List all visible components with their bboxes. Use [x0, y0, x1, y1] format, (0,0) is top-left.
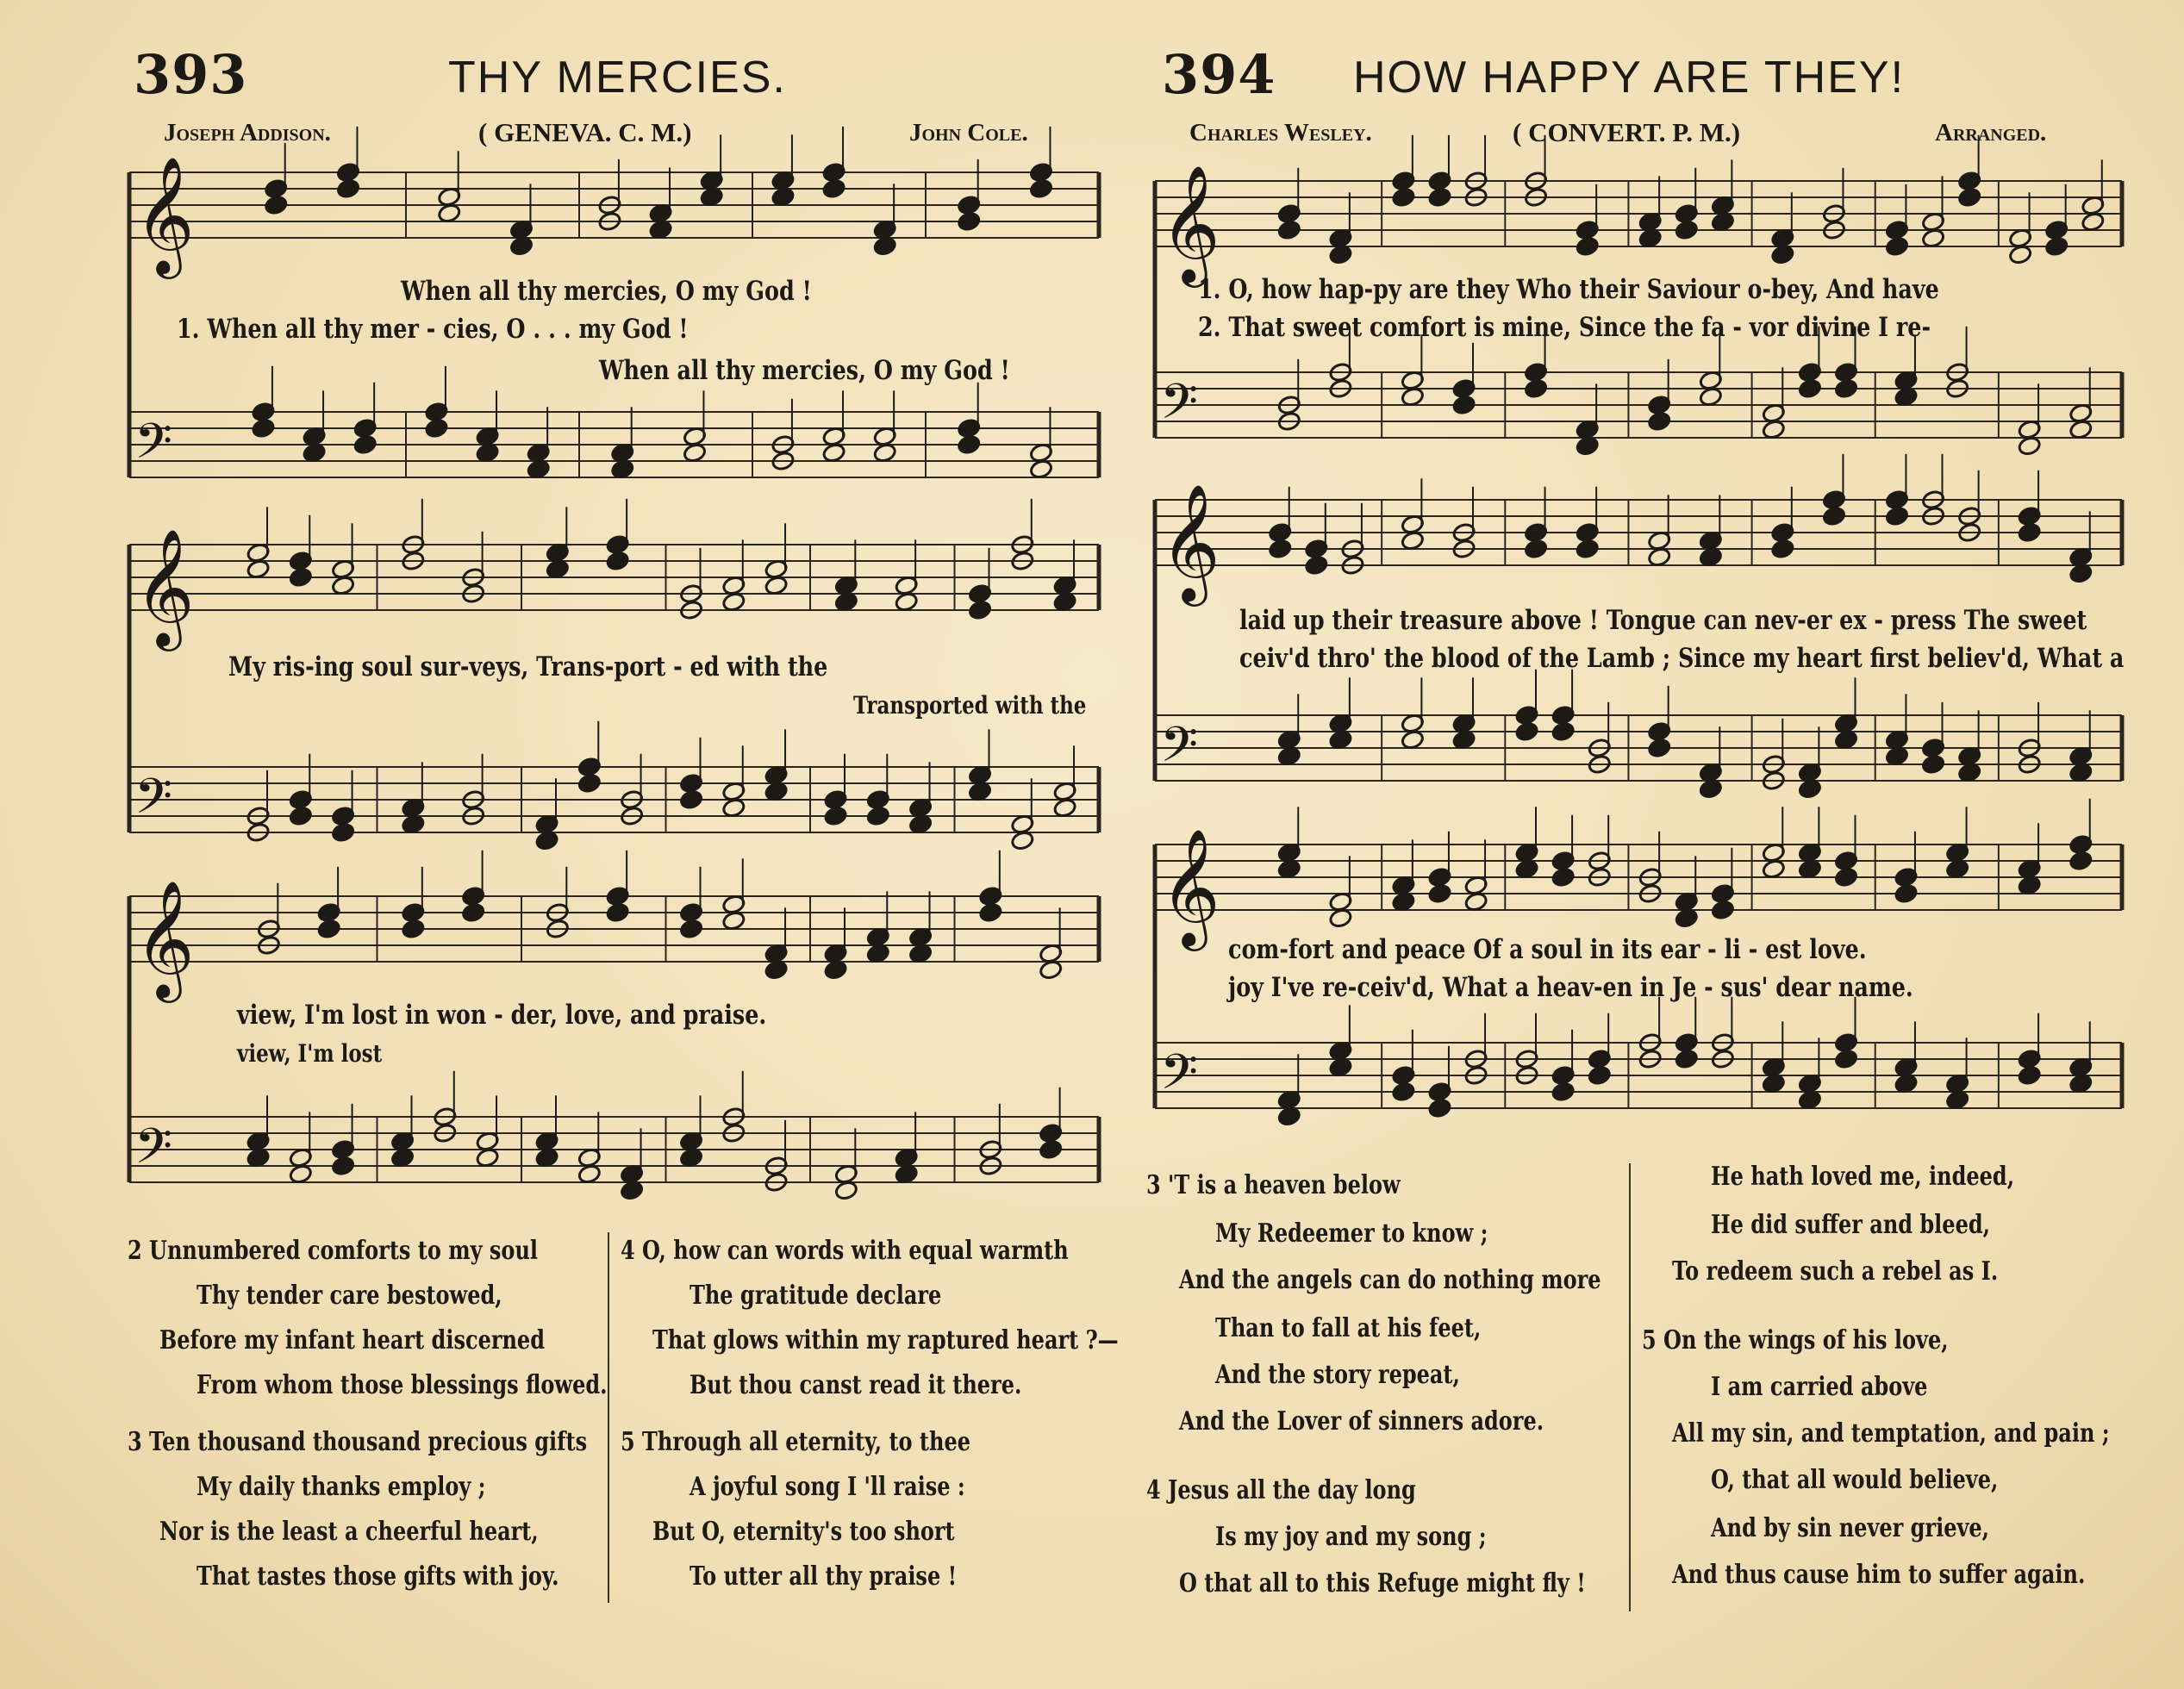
note-head [1638, 227, 1663, 248]
lyric-393-s2-lower: Transported with the [853, 691, 1087, 720]
verse-line: To utter all thy praise ! [690, 1561, 958, 1592]
verse-line: O, that all would believe, [1711, 1465, 1999, 1495]
note-head [1328, 244, 1352, 265]
lyric-394-s1-v1: 1. O, how hap-py are they Who their Saviour o-bey, And have [1198, 274, 1939, 305]
note-head [1304, 555, 1328, 576]
note-head [1675, 907, 1699, 928]
note-head [1894, 386, 1919, 407]
composer-394: Arranged. [1935, 119, 2047, 146]
author-394: Charles Wesley. [1189, 119, 1372, 146]
verse-line: But O, eternity's too short [652, 1517, 955, 1547]
lyric-394-s1-v2: 2. That sweet comfort is mine, Since the fa - vor divine I re- [1198, 312, 1931, 343]
note-head [1515, 721, 1539, 742]
note-head [1647, 738, 1671, 758]
verse-line: Than to fall at his feet, [1215, 1313, 1482, 1343]
verse-line: Before my infant heart discerned [159, 1325, 545, 1356]
note-head [2018, 875, 2042, 895]
note-head [2081, 211, 2105, 232]
note-head [1699, 778, 1723, 799]
lyric-393-s3-lower: view, I'm lost [237, 1039, 383, 1068]
note-head [1401, 729, 1425, 750]
lyric-393-s2-main: My ris-ing soul sur-veys, Trans-port - ed with the [228, 651, 828, 682]
verse-line: Nor is the least a cheerful heart, [159, 1517, 539, 1547]
note-head [1647, 411, 1671, 432]
note-head [1328, 729, 1352, 750]
verse-line: The gratitude declare [690, 1281, 942, 1311]
note-head [1524, 378, 1548, 399]
note-head [1894, 883, 1919, 904]
note-head [2069, 762, 2093, 782]
note-head [1945, 858, 1969, 879]
note-head [2008, 244, 2032, 265]
note-head [1464, 891, 1488, 912]
lyric-393-s1-upper: When all thy mercies, O my God ! [401, 276, 812, 307]
note-head [1834, 1049, 1858, 1069]
note-head [1885, 745, 1909, 766]
verse-line: 2 Unnumbered comforts to my soul [128, 1236, 539, 1266]
note-head [1328, 1056, 1352, 1077]
tune-393: ( GENEVA. C. M.) [478, 117, 692, 147]
verse-line: My Redeemer to know ; [1215, 1218, 1488, 1249]
note-head [2044, 236, 2069, 257]
note-head [1798, 858, 1822, 879]
note-head [2069, 1073, 2093, 1094]
note-head [1576, 236, 1600, 257]
note-head [1452, 395, 1476, 415]
verse-line: And by sin never grieve, [1711, 1513, 1990, 1543]
note-head [1675, 220, 1699, 240]
note-head [1647, 546, 1671, 567]
note-head [2018, 522, 2042, 543]
verse-line: 5 On the wings of his love, [1642, 1325, 1949, 1356]
note-head [1551, 721, 1576, 742]
treble-clef: 𝄞 [134, 879, 195, 998]
note-head [1551, 867, 1576, 888]
note-head [1885, 506, 1909, 527]
author-393: Joseph Addison. [164, 119, 331, 146]
note-head [1957, 187, 1981, 208]
note-head [1770, 539, 1794, 559]
bass-clef: 𝄢 [1160, 374, 1198, 443]
lyric-393-s1-lower: When all thy mercies, O my God ! [599, 355, 1010, 386]
verse-line: From whom those blessings flowed. [197, 1370, 608, 1400]
verse-line: Is my joy and my song ; [1215, 1522, 1487, 1552]
tune-394: ( CONVERT. P. M.) [1513, 117, 1741, 147]
verse-line: And the story repeat, [1215, 1360, 1460, 1390]
note-head [1277, 1106, 1301, 1126]
note-head [1699, 546, 1723, 567]
note-head [1957, 762, 1981, 782]
note-head [1524, 539, 1548, 559]
verse-line: 4 O, how can words with equal warmth [621, 1236, 1069, 1266]
composer-393: John Cole. [909, 119, 1028, 146]
hymn-number-393: 393 [134, 43, 248, 106]
note-head [1391, 1081, 1415, 1102]
note-head [1770, 244, 1794, 265]
lyric-394-s2-v1: laid up their treasure above ! Tongue can nev-er ex - press The sweet [1239, 605, 2087, 636]
bass-clef: 𝄢 [134, 769, 172, 838]
note-head [1428, 1098, 1452, 1119]
note-head [1328, 907, 1352, 928]
verse-line: That glows within my raptured heart ?— [652, 1325, 1119, 1356]
note-head [1391, 187, 1415, 208]
lyric-393-s3-main: view, I'm lost in won - der, love, and praise. [237, 1000, 767, 1031]
treble-clef: 𝄞 [1160, 827, 1220, 946]
bass-clef: 𝄢 [1160, 1044, 1198, 1113]
note-head [1401, 386, 1425, 407]
verse-line: Thy tender care bestowed, [197, 1281, 502, 1311]
bass-clef: 𝄢 [1160, 717, 1198, 786]
note-head [1428, 883, 1452, 904]
note-head [1822, 506, 1846, 527]
verse-line: My daily thanks employ ; [197, 1472, 486, 1502]
lyric-394-s2-v2: ceiv'd thro' the blood of the Lamb ; Since my heart first believ'd, What a [1239, 643, 2125, 674]
bass-clef: 𝄢 [134, 414, 172, 483]
note-head [1576, 539, 1600, 559]
column-divider-394 [1629, 1163, 1631, 1611]
lyric-393-s1-main: 1. When all thy mer - cies, O . . . my God ! [177, 314, 689, 345]
verse-line: And the angels can do nothing more [1179, 1265, 1601, 1295]
verse-line: And the Lover of sinners adore. [1179, 1406, 1544, 1437]
note-head [2018, 1065, 2042, 1086]
note-head [1945, 1089, 1969, 1110]
note-head [1277, 858, 1301, 879]
note-head [2018, 435, 2042, 456]
note-head [1268, 539, 1292, 559]
note-head [1401, 530, 1425, 551]
note-head [1515, 858, 1539, 879]
note-head [2069, 563, 2093, 583]
verse-line: That tastes those gifts with joy. [197, 1561, 559, 1592]
verse-line: He hath loved me, indeed, [1711, 1162, 2015, 1192]
verse-line: I am carried above [1711, 1372, 1928, 1402]
hymn-title-393: THY MERCIES. [448, 53, 787, 103]
treble-clef: 𝄞 [1160, 483, 1220, 601]
note-head [1762, 1073, 1786, 1094]
verse-line: 5 Through all eternity, to thee [621, 1427, 970, 1457]
verse-line: And thus cause him to suffer again. [1672, 1560, 2086, 1590]
hymn-number-394: 394 [1162, 43, 1276, 106]
note-head [2069, 851, 2093, 871]
verse-line: A joyful song I 'll raise : [690, 1472, 965, 1502]
note-head [1834, 867, 1858, 888]
note-head [1277, 220, 1301, 240]
lyric-394-s3-v1: com-fort and peace Of a soul in its ear - li - est love. [1228, 934, 1867, 965]
note-head [1894, 1073, 1919, 1094]
note-head [1834, 378, 1858, 399]
treble-clef: 𝄞 [134, 155, 195, 274]
note-head [1762, 419, 1786, 439]
verse-line: To redeem such a rebel as I. [1672, 1256, 1999, 1287]
bass-clef: 𝄢 [134, 1119, 172, 1187]
note-head [1834, 729, 1858, 750]
verse-line: O that all to this Refuge might fly ! [1179, 1568, 1586, 1599]
note-head [1588, 1065, 1612, 1086]
verse-line: But thou canst read it there. [690, 1370, 1022, 1400]
hymn-title-394: HOW HAPPY ARE THEY! [1353, 53, 1906, 103]
note-head [1798, 778, 1822, 799]
note-head [1885, 236, 1909, 257]
note-head [1699, 386, 1723, 407]
lyric-394-s3-v2: joy I've re-ceiv'd, What a heav-en in Je - sus' dear name. [1228, 972, 1913, 1003]
note-head [1551, 1081, 1576, 1102]
note-head [1675, 1049, 1699, 1069]
note-head [1452, 729, 1476, 750]
note-head [1921, 227, 1945, 248]
note-head [1762, 858, 1786, 879]
verse-line: All my sin, and temptation, and pain ; [1672, 1418, 2110, 1449]
note-head [2069, 419, 2093, 439]
note-head [1798, 1089, 1822, 1110]
verse-line: 3 'T is a heaven below [1146, 1170, 1401, 1200]
note-head [1428, 187, 1452, 208]
treble-clef: 𝄞 [1160, 164, 1220, 283]
note-head [1711, 211, 1735, 232]
note-head [1921, 754, 1945, 775]
verse-line: 3 Ten thousand thousand precious gifts [128, 1427, 588, 1457]
verse-line: He did suffer and bleed, [1711, 1210, 1990, 1240]
treble-clef: 𝄞 [134, 527, 195, 646]
note-head [1391, 891, 1415, 912]
note-head [1711, 900, 1735, 920]
note-head [1798, 378, 1822, 399]
note-head [1277, 745, 1301, 766]
verse-line: 4 Jesus all the day long [1146, 1475, 1416, 1505]
note-head [1576, 435, 1600, 456]
